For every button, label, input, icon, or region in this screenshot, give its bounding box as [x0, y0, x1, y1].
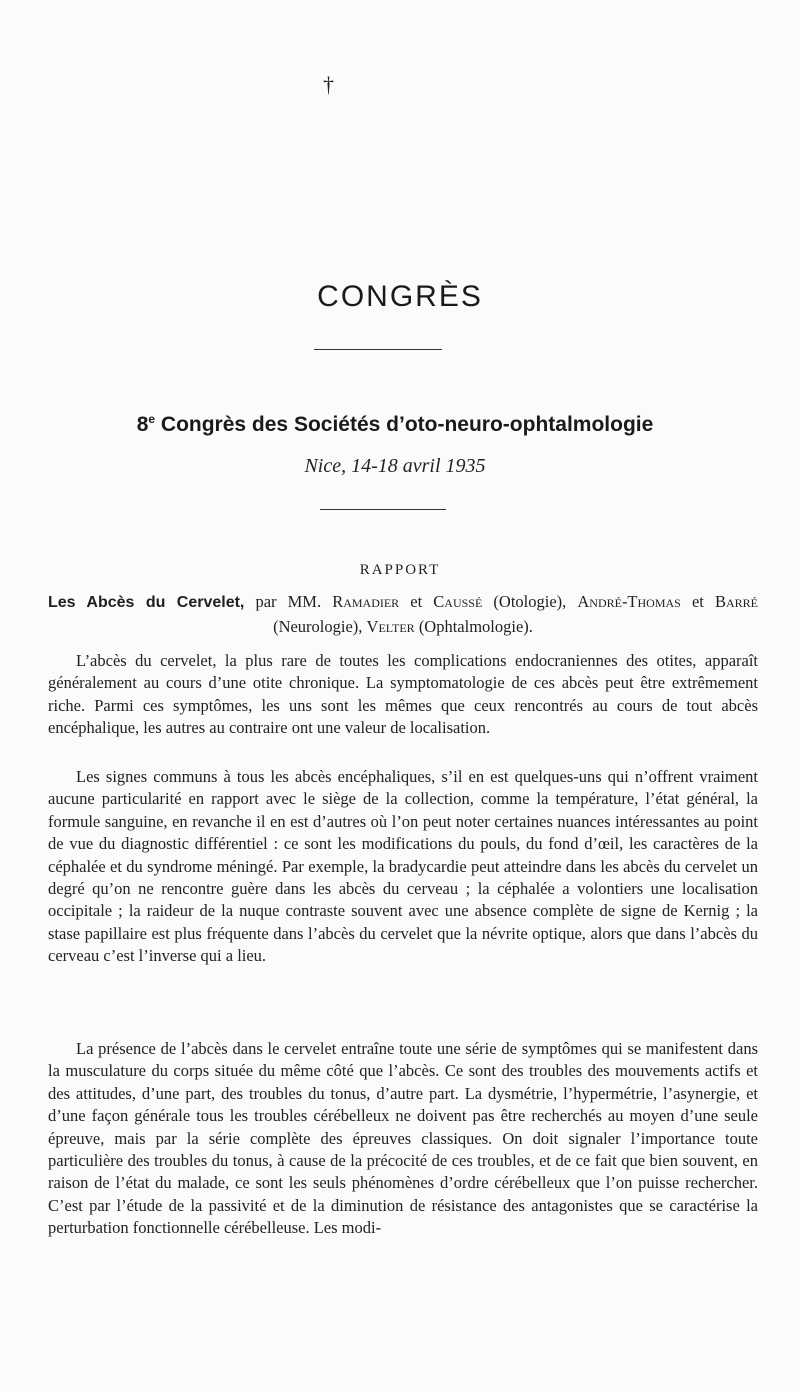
- body-paragraph: L’abcès du cervelet, la plus rare de toutes les complications endocraniennes des otites, apparaît généralement au cours d’une otite chronique. La symptomatologie de ces abcès peut être extrêmement riche. Parmi ces symptômes, les uns sont les mêmes que ceux rencontrés au cours de tout abcès encéphalique, les autres au contraire ont une valeur de localisation.: [48, 651, 758, 738]
- report-conjunction: et: [680, 592, 715, 611]
- report-specialty: (Otologie),: [482, 592, 578, 611]
- report-conjunction: et: [399, 592, 434, 611]
- body-paragraph: La présence de l’abcès dans le cervelet entraîne toute une série de symptômes qui se manifestent dans la musculature du corps située du même côté que l’abcès. Ce sont des troubles des mouvements actifs et des attitudes, d’une part, des troubles du tonus, d’autre part. La dysmétrie, l’hypermétrie, l’asynergie, et d’une façon générale tous les troubles cérébelleux ne doivent pas être recherchés au moyen d’une seule épreuve, mais par la série complète des épreuves classiques. On doit signaler l’importance toute particulière des troubles du tonus, à cause de la précocité de ces troubles, et de ce fait que bien souvent, en raison de l’état du malade, ce sont les seuls phénomènes d’ordre cérébelleux que l’on puisse rechercher. C’est par l’étude de la passivité et de la diminution de résistance des antagonistes que se caractérise la perturbation fonctionnelle cérébelleuse. Les modi-: [48, 1039, 758, 1238]
- report-heading: Les Abcès du Cervelet,: [48, 594, 245, 611]
- report-header: [48, 590, 758, 639]
- report-by: par MM.: [244, 592, 333, 611]
- stray-mark: †: [323, 72, 334, 97]
- report-specialty: (Ophtalmologie).: [414, 617, 533, 636]
- author-name: Ramadier: [332, 592, 400, 611]
- author-name: Barré: [714, 592, 758, 611]
- body-paragraph: Les signes communs à tous les abcès encéphaliques, s’il en est quelques-uns qui n’offrent vraiment aucune particularité en rapport avec le siège de la collection, comme la température, l’état général, la formule sanguine, en revanche il en est d’autres où l’on peut noter certaines nuances intéressantes au point de vue du diagnostic différentiel : ce sont les modifications du pouls, du fond d’œil, les caractères de la céphalée et du syndrome méningé. Par exemple, la bradycardie peut atteindre dans les abcès du cervelet un degré qu’on ne rencontre guère dans les abcès du cerveau ; la céphalée a volontiers une localisation occipitale ; la raideur de la nuque contraste souvent avec une absence complète de signe de Kernig ; la stase papillaire est plus fréquente dans l’abcès du cervelet que la névrite optique, alors que dans l’abcès du cerveau c’est l’inverse qui a lieu.: [48, 767, 758, 966]
- congress-ordinal: 8: [136, 413, 149, 436]
- congress-name: Congrès des Sociétés d’oto-neuro-ophtalmologie: [155, 413, 654, 436]
- author-name: Caussé: [433, 592, 483, 611]
- congress-ordinal-suffix: e: [148, 412, 156, 426]
- congress-place-date: Nice, 14-18 avril 1935: [304, 455, 486, 477]
- report-specialty: (Neurologie),: [273, 617, 367, 636]
- congress-title: [0, 412, 790, 437]
- author-name: André-Thomas: [577, 592, 681, 611]
- author-name: Velter: [366, 617, 415, 636]
- section-title: CONGRÈS: [317, 280, 483, 313]
- divider-rule: [314, 349, 442, 350]
- report-label: RAPPORT: [359, 562, 441, 578]
- divider-rule: [320, 509, 446, 510]
